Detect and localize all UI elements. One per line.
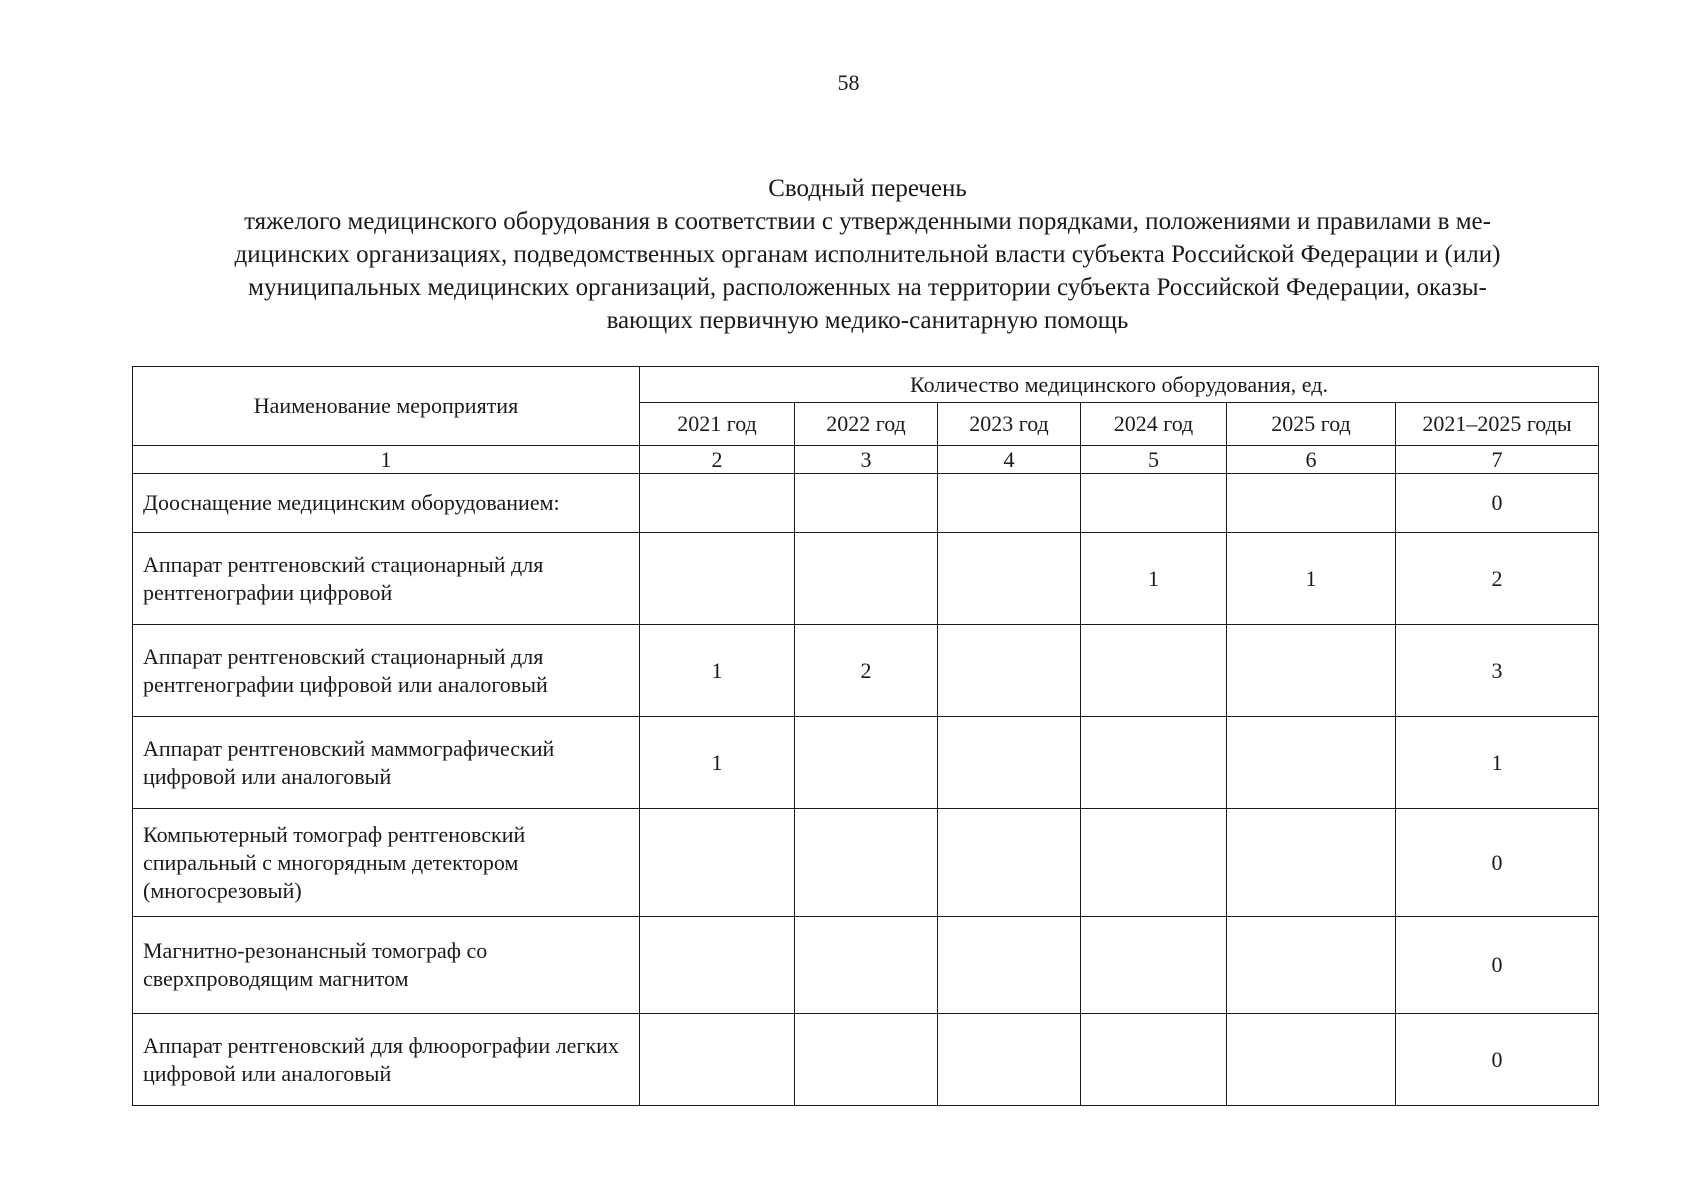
cell-value: [1081, 717, 1227, 809]
cell-value: [938, 717, 1081, 809]
column-number: 4: [938, 446, 1081, 474]
header-quantity: Количество медицинского оборудования, ед.: [640, 367, 1599, 403]
row-name: Аппарат рентгеновский стационарный для рентгенографии цифровой или аналоговый: [133, 625, 640, 717]
cell-value: [1081, 625, 1227, 717]
row-name: Дооснащение медицинским оборудованием:: [133, 474, 640, 533]
header-year: 2022 год: [795, 403, 938, 446]
cell-value: 1: [1227, 533, 1396, 625]
cell-value: [938, 917, 1081, 1014]
title-line: муниципальных медицинских организаций, расположенных на территории субъекта Российской Федерации, оказы-: [248, 274, 1487, 301]
cell-value: 1: [1081, 533, 1227, 625]
header-total: 2021–2025 годы: [1396, 403, 1599, 446]
cell-value: 2: [795, 625, 938, 717]
cell-value: [640, 809, 795, 917]
cell-total: 0: [1396, 917, 1599, 1014]
cell-total: 3: [1396, 625, 1599, 717]
cell-value: 1: [640, 625, 795, 717]
table-row: [133, 717, 1599, 809]
cell-value: [1081, 1014, 1227, 1106]
header-year: 2021 год: [640, 403, 795, 446]
column-number: 7: [1396, 446, 1599, 474]
cell-value: [640, 474, 795, 533]
cell-value: [795, 717, 938, 809]
table-row: [133, 474, 1599, 533]
row-name: Аппарат рентгеновский маммографический цифровой или аналоговый: [133, 717, 640, 809]
cell-value: [1227, 717, 1396, 809]
cell-value: [640, 917, 795, 1014]
cell-value: [640, 533, 795, 625]
column-number: 5: [1081, 446, 1227, 474]
cell-value: [938, 809, 1081, 917]
cell-value: [1081, 809, 1227, 917]
cell-total: 2: [1396, 533, 1599, 625]
table-row: [133, 809, 1599, 917]
header-name: Наименование мероприятия: [133, 367, 640, 446]
cell-value: [795, 474, 938, 533]
document-title: [140, 172, 1595, 337]
table-row: [133, 1014, 1599, 1106]
cell-value: [1081, 474, 1227, 533]
cell-value: [795, 809, 938, 917]
cell-value: [1227, 625, 1396, 717]
row-name: Аппарат рентгеновский стационарный для рентгенографии цифровой: [133, 533, 640, 625]
table-row: [133, 625, 1599, 717]
cell-value: [1227, 809, 1396, 917]
cell-value: [938, 1014, 1081, 1106]
column-number: 2: [640, 446, 795, 474]
cell-value: [795, 533, 938, 625]
cell-value: 1: [640, 717, 795, 809]
cell-value: [1081, 917, 1227, 1014]
cell-value: [1227, 474, 1396, 533]
row-name: Аппарат рентгеновский для флюорографии легких цифровой или аналоговый: [133, 1014, 640, 1106]
cell-value: [938, 625, 1081, 717]
title-heading: Сводный перечень: [768, 175, 967, 202]
column-number-row: [133, 446, 1599, 474]
cell-total: 0: [1396, 809, 1599, 917]
header-year: 2024 год: [1081, 403, 1227, 446]
title-line: тяжелого медицинского оборудования в соответствии с утвержденными порядками, положениями и правилами в ме-: [244, 208, 1491, 235]
cell-value: [1227, 1014, 1396, 1106]
column-number: 6: [1227, 446, 1396, 474]
cell-value: [938, 533, 1081, 625]
table-row: [133, 917, 1599, 1014]
title-line: дицинских организациях, подведомственных органам исполнительной власти субъекта Российской Федерации и (или): [234, 241, 1501, 268]
cell-total: 0: [1396, 474, 1599, 533]
column-number: 1: [133, 446, 640, 474]
table-row: [133, 533, 1599, 625]
column-number: 3: [795, 446, 938, 474]
row-name: Магнитно-резонансный томограф со сверхпроводящим магнитом: [133, 917, 640, 1014]
header-year: 2025 год: [1227, 403, 1396, 446]
title-line: вающих первичную медико-санитарную помощь: [606, 307, 1129, 334]
cell-value: [640, 1014, 795, 1106]
cell-total: 1: [1396, 717, 1599, 809]
cell-value: [1227, 917, 1396, 1014]
header-year: 2023 год: [938, 403, 1081, 446]
equipment-table: [132, 366, 1599, 1106]
cell-value: [795, 1014, 938, 1106]
page-number: 58: [837, 70, 860, 95]
cell-value: [938, 474, 1081, 533]
cell-total: 0: [1396, 1014, 1599, 1106]
cell-value: [795, 917, 938, 1014]
row-name: Компьютерный томограф рентгеновский спиральный с многорядным детектором (многосрезовый): [133, 809, 640, 917]
